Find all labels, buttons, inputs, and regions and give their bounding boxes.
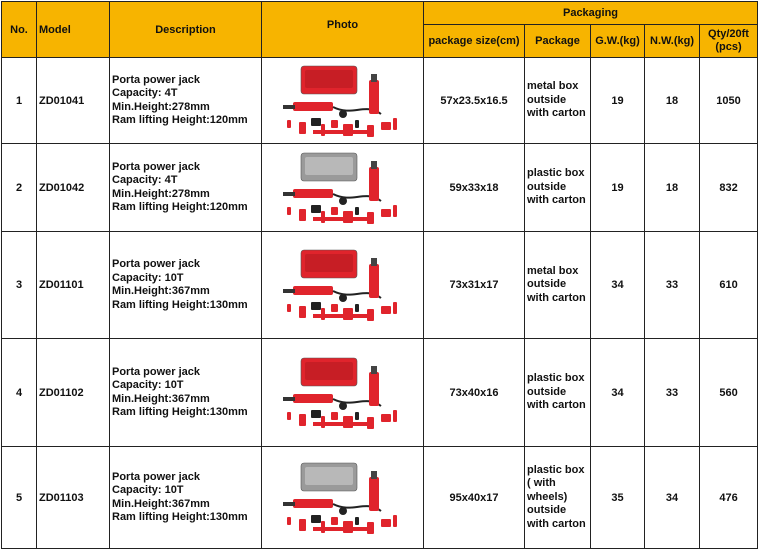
header-nw: N.W.(kg) [645, 25, 700, 58]
cell-no: 3 [2, 232, 37, 339]
description-line: Min.Height:278mm [112, 100, 210, 113]
cell-gw: 19 [591, 58, 645, 144]
package-line: outside [527, 385, 567, 398]
cell-qty: 1050 [700, 58, 758, 144]
cell-gw: 19 [591, 144, 645, 232]
description-line: Ram lifting Height:130mm [112, 406, 248, 418]
cell-package-size: 73x31x17 [424, 232, 525, 339]
product-photo [273, 354, 413, 432]
ram-cylinder [369, 167, 379, 201]
ram-cylinder [369, 80, 379, 114]
package-line: plastic box [527, 463, 585, 476]
header-qty-line2: (pcs) [715, 41, 742, 53]
hydraulic-pump [293, 394, 333, 403]
package-line: with carton [527, 291, 586, 304]
cell-photo [262, 144, 424, 232]
hydraulic-pump [293, 189, 333, 198]
description-line: Porta power jack [112, 258, 201, 270]
hydraulic-pump [293, 286, 333, 295]
package-line: with carton [527, 107, 586, 120]
product-photo [273, 246, 413, 324]
cell-model: ZD01101 [37, 232, 110, 339]
header-no: No. [2, 2, 37, 58]
package-line: plastic box [527, 167, 585, 180]
cell-package [525, 58, 591, 144]
cell-model: ZD01102 [37, 339, 110, 447]
hydraulic-pump [293, 499, 333, 508]
cell-photo [262, 58, 424, 144]
cell-photo [262, 232, 424, 339]
description-line: Ram lifting Height:130mm [112, 298, 248, 311]
product-table [1, 1, 758, 549]
header-package: Package [525, 25, 591, 58]
cell-description [110, 58, 262, 144]
product-photo [273, 149, 413, 227]
cell-package [525, 447, 591, 549]
cell-nw: 33 [645, 339, 700, 447]
description-line: Capacity: 10T [112, 379, 184, 391]
package-line: with carton [527, 194, 586, 207]
description-line: Porta power jack [112, 160, 201, 173]
package-line: outside [527, 180, 567, 193]
package-line: metal box [527, 264, 579, 277]
description-line: Capacity: 4T [112, 87, 178, 99]
table-row [2, 339, 758, 447]
cell-description [110, 339, 262, 447]
cell-nw: 18 [645, 144, 700, 232]
header-qty [700, 25, 758, 58]
cell-package [525, 232, 591, 339]
cell-qty: 476 [700, 447, 758, 549]
description-line: Min.Height:278mm [112, 187, 210, 200]
description-line: Porta power jack [112, 470, 201, 483]
description-line: Porta power jack [112, 365, 201, 378]
cell-qty: 610 [700, 232, 758, 339]
cell-no: 4 [2, 339, 37, 447]
cell-photo [262, 339, 424, 447]
product-photo [273, 459, 413, 537]
cell-qty: 832 [700, 144, 758, 232]
table-row [2, 58, 758, 144]
cell-photo [262, 447, 424, 549]
package-line: outside [527, 278, 567, 291]
cell-description [110, 144, 262, 232]
description-line: Capacity: 4T [112, 174, 178, 186]
description-line: Ram lifting Height:120mm [112, 114, 248, 126]
header-packaging: Packaging [424, 2, 758, 25]
cell-model: ZD01041 [37, 58, 110, 144]
cell-nw: 33 [645, 232, 700, 339]
cell-package-size: 95x40x17 [424, 447, 525, 549]
header-qty-line1: Qty/20ft [708, 28, 749, 40]
header-gw: G.W.(kg) [591, 25, 645, 58]
package-line: with carton [527, 517, 586, 530]
cell-package-size: 73x40x16 [424, 339, 525, 447]
cell-nw: 18 [645, 58, 700, 144]
cell-description [110, 232, 262, 339]
description-line: Min.Height:367mm [112, 497, 210, 510]
header-model: Model [37, 2, 110, 58]
description-line: Capacity: 10T [112, 271, 184, 284]
description-line: Ram lifting Height:130mm [112, 511, 248, 523]
cell-package [525, 144, 591, 232]
description-line: Capacity: 10T [112, 484, 184, 496]
header-photo: Photo [262, 2, 424, 58]
cell-qty: 560 [700, 339, 758, 447]
table-row [2, 232, 758, 339]
cell-gw: 34 [591, 232, 645, 339]
description-line: Min.Height:367mm [112, 392, 210, 405]
ram-cylinder [369, 372, 379, 406]
package-line: outside [527, 504, 567, 517]
header-package-size: package size(cm) [424, 25, 525, 58]
cell-no: 1 [2, 58, 37, 144]
package-line: ( with [527, 477, 556, 490]
package-line: plastic box [527, 372, 585, 385]
package-line: with carton [527, 399, 586, 412]
package-line: wheels) [527, 490, 568, 503]
product-photo [273, 62, 413, 140]
package-line: outside [527, 93, 567, 106]
hydraulic-pump [293, 102, 333, 111]
cell-no: 5 [2, 447, 37, 549]
ram-cylinder [369, 477, 379, 511]
cell-package-size: 59x33x18 [424, 144, 525, 232]
cell-model: ZD01042 [37, 144, 110, 232]
cell-package-size: 57x23.5x16.5 [424, 58, 525, 144]
description-line: Ram lifting Height:120mm [112, 201, 248, 213]
cell-gw: 34 [591, 339, 645, 447]
ram-cylinder [369, 264, 379, 298]
cell-model: ZD01103 [37, 447, 110, 549]
cell-no: 2 [2, 144, 37, 232]
description-line: Porta power jack [112, 73, 201, 86]
table-row [2, 144, 758, 232]
cell-nw: 34 [645, 447, 700, 549]
cell-gw: 35 [591, 447, 645, 549]
cell-package [525, 339, 591, 447]
header-description: Description [110, 2, 262, 58]
table-row [2, 447, 758, 549]
description-line: Min.Height:367mm [112, 285, 210, 297]
cell-description [110, 447, 262, 549]
package-line: metal box [527, 80, 579, 93]
